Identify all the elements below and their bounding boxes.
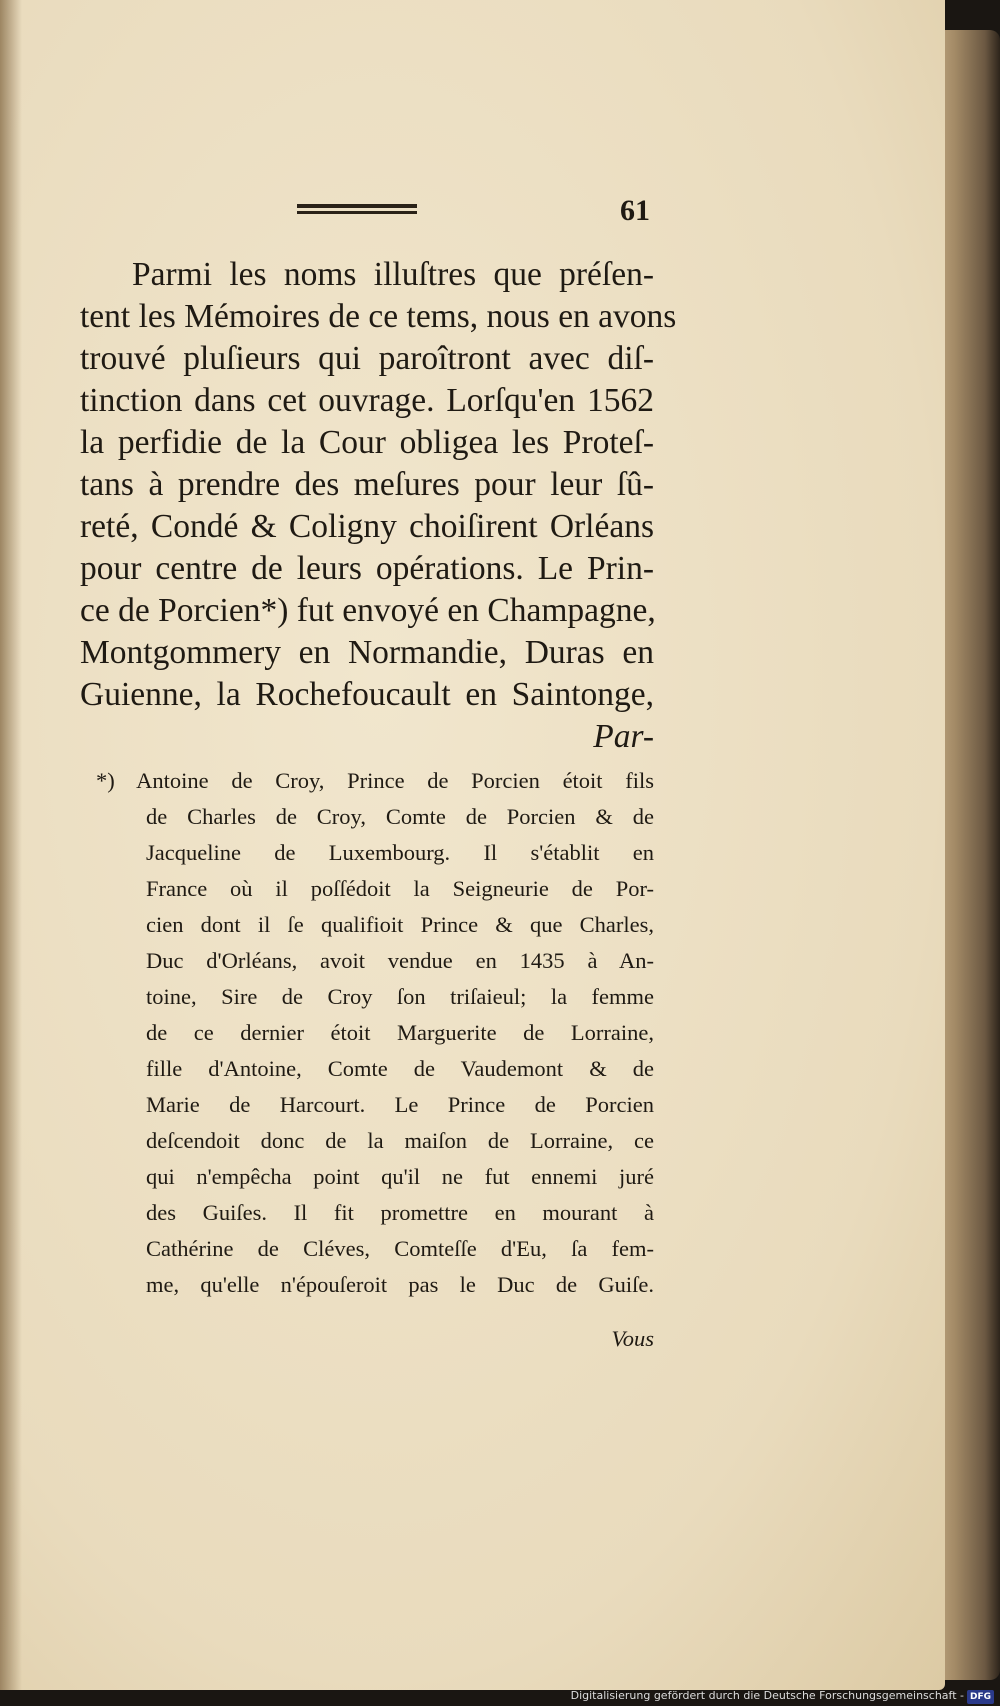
body-line: tent les Mémoires de ce tems, nous en avons [80, 298, 677, 335]
footnote-catchword: Vous [611, 1326, 654, 1351]
page-number: 61 [620, 194, 650, 227]
footer-text: Digitalisierung gefördert durch die Deutsche Forschungsgemeinschaft - [570, 1689, 964, 1702]
gutter-shadow [0, 0, 22, 1690]
footnote-line: Marie de Harcourt. Le Prince de Porcien [146, 1092, 654, 1117]
catchword: Par- [593, 718, 654, 755]
digitization-credit [571, 1689, 994, 1703]
footnote-line: Duc d'Orléans, avoit vendue en 1435 à An- [146, 948, 654, 973]
footnote-line: me, qu'elle n'épouſeroit pas le Duc de Guiſe. [146, 1272, 654, 1297]
body-line: pour centre de leurs opérations. Le Prin- [80, 550, 654, 587]
footnote-line: fille d'Antoine, Comte de Vaudemont & de [146, 1056, 654, 1081]
footnote-line: de Charles de Croy, Comte de Porcien & de [146, 804, 654, 829]
footnote-line: *) Antoine de Croy, Prince de Porcien étoit fils [96, 768, 654, 793]
footnote-line: cien dont il ſe qualifioit Prince & que Charles, [146, 912, 654, 937]
body-line: Parmi les noms illuſtres que préſen- [132, 256, 654, 293]
footnote-line: toine, Sire de Croy ſon triſaieul; la femme [146, 984, 654, 1009]
footnote-line: Jacqueline de Luxembourg. Il s'établit en [146, 840, 654, 865]
footnote-line: Cathérine de Cléves, Comteſſe d'Eu, ſa fem- [146, 1236, 654, 1261]
footnote-line: des Guiſes. Il fit promettre en mourant à [146, 1200, 654, 1225]
dfg-logo: DFG [967, 1690, 994, 1704]
body-line: Guienne, la Rochefoucault en Saintonge, [80, 676, 654, 713]
body-line: tans à prendre des meſures pour leur ſû- [80, 466, 654, 503]
footnote-line: deſcendoit donc de la maiſon de Lorraine, ce [146, 1128, 654, 1153]
footnote-line: de ce dernier étoit Marguerite de Lorraine, [146, 1020, 654, 1045]
body-line: reté, Condé & Coligny choiſirent Orléans [80, 508, 654, 545]
body-line: ce de Porcien*) fut envoyé en Champagne, [80, 592, 656, 629]
footnote-line: France où il poſſédoit la Seigneurie de Por- [146, 876, 654, 901]
body-line: la perfidie de la Cour obligea les Proteſ- [80, 424, 654, 461]
header-rule [297, 204, 417, 214]
footnote-line: qui n'empêcha point qu'il ne fut ennemi juré [146, 1164, 654, 1189]
body-line: Montgommery en Normandie, Duras en [80, 634, 654, 671]
body-line: tinction dans cet ouvrage. Lorſqu'en 1562 [80, 382, 654, 419]
body-line: trouvé pluſieurs qui paroîtront avec diſ- [80, 340, 654, 377]
